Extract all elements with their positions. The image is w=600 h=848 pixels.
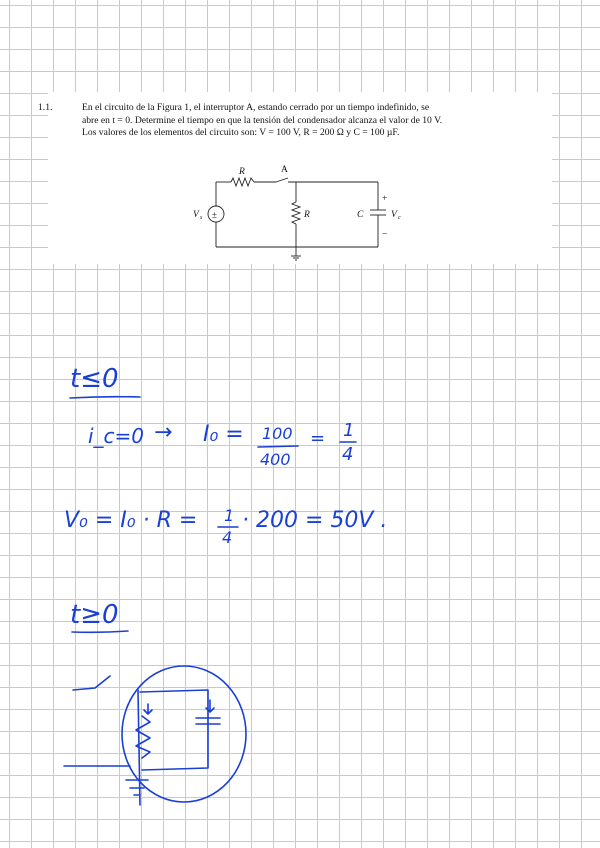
problem-line-3: Los valores de los elementos del circuito son: V = 100 V, R = 200 Ω y C = 100 µF. (82, 127, 400, 139)
label-c: C (357, 210, 364, 220)
frac1-num: 100 (262, 424, 293, 443)
sketch-loop (140, 690, 208, 770)
frac3-num: 1 (224, 506, 235, 525)
cap-minus: − (382, 230, 388, 240)
frac2-num: 1 (343, 420, 355, 441)
note-v0-result: · 200 = 50V . (242, 508, 388, 533)
label-r-mid: R (304, 210, 310, 220)
fraction-bar-1 (258, 446, 298, 447)
frac1-den: 400 (260, 450, 291, 469)
sketch-switch (73, 676, 110, 690)
cap-plus: + (382, 194, 388, 204)
source-symbol: ± (212, 209, 217, 220)
underline-heading-1 (70, 397, 140, 398)
label-vc: V (391, 210, 397, 220)
frac2-den: 4 (342, 444, 354, 465)
note-eq: = (310, 428, 326, 449)
heading-t-ge-0: t≥0 (70, 600, 119, 630)
note-ic-zero: i_c=0 (88, 424, 145, 448)
frac3-den: 4 (222, 528, 233, 547)
label-r-top: R (239, 167, 245, 177)
label-vc-sub: c (398, 215, 401, 221)
problem-number: 1.1. (38, 102, 53, 113)
problem-line-2: abre en t = 0. Determine el tiempo en que la tensión del condensador alcanza el valor de 10 V. (82, 114, 443, 126)
label-switch-a: A (281, 165, 288, 175)
sketch-circle (122, 666, 246, 802)
underline-heading-2 (72, 631, 128, 632)
sketch-arrow-1 (144, 704, 152, 714)
problem-line-1-text: En el circuito de la Figura 1, el interruptor A, estando cerrado por un tiempo indefinido, se (82, 102, 430, 113)
label-vs: V (193, 210, 199, 220)
heading-t-le-0: t≤0 (70, 364, 119, 394)
note-arrow: → (154, 420, 173, 445)
note-v0-equation: V₀ = I₀ · R = (64, 508, 198, 533)
note-io-equals: I₀ = (203, 422, 244, 447)
label-vs-sub: s (200, 215, 203, 221)
